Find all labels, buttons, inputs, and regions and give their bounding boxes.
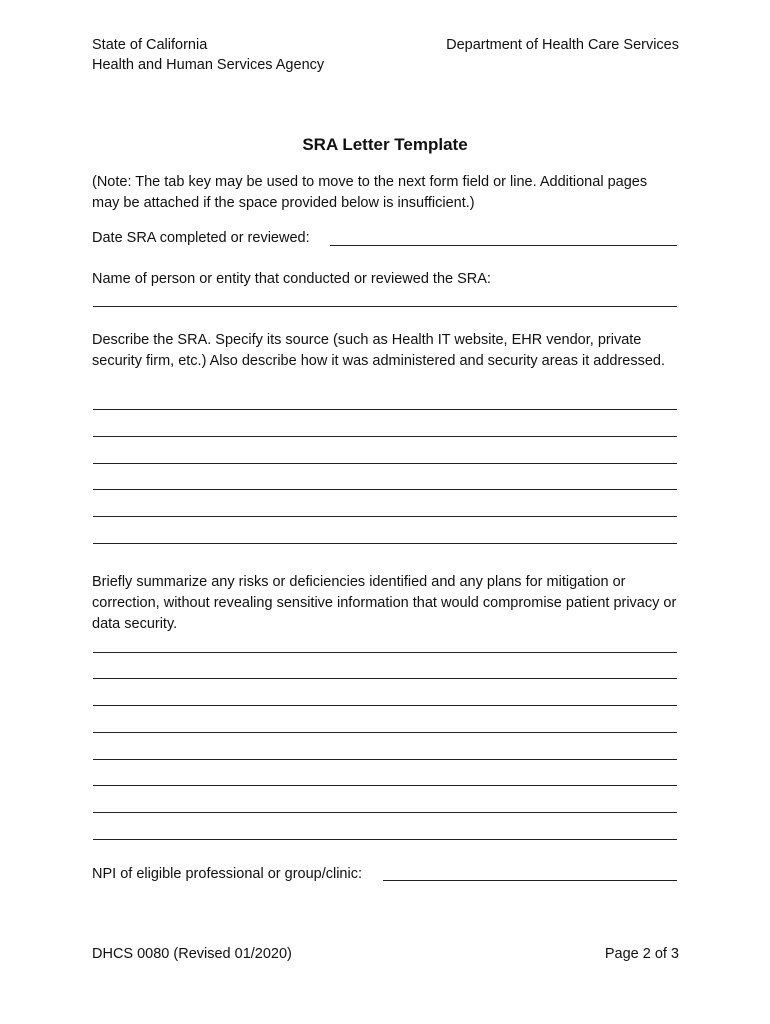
page-title: SRA Letter Template [302,135,468,154]
describe-line-1[interactable] [93,409,677,410]
summary-line-1[interactable] [93,652,677,653]
form-id: DHCS 0080 (Revised 01/2020) [92,946,292,962]
describe-line-3[interactable] [93,463,677,464]
describe-line-4[interactable] [93,489,677,490]
name-field-label: Name of person or entity that conducted or reviewed the SRA: [92,271,491,287]
summary-line-5[interactable] [93,759,677,760]
summary-line-6[interactable] [93,785,677,786]
summary-label: Briefly summarize any risks or deficiencies identified and any plans for mitigation or correction, without revealing sensitive information that would compromise patient privacy or data security. [92,574,677,632]
header-left-block [92,35,324,75]
department-name: Department of Health Care Services [446,37,679,53]
describe-line-2[interactable] [93,436,677,437]
summary-line-3[interactable] [93,705,677,706]
describe-line-6[interactable] [93,543,677,544]
instruction-note: (Note: The tab key may be used to move to the next form field or line. Additional pages may be attached if the space provided below is insufficient.) [92,174,648,211]
summary-line-7[interactable] [93,812,677,813]
summary-line-8[interactable] [93,839,677,840]
npi-field-label: NPI of eligible professional or group/clinic: [92,866,362,882]
agency-name: Health and Human Services Agency [92,57,325,73]
npi-field[interactable] [383,880,677,881]
describe-sra-label: Describe the SRA. Specify its source (such as Health IT website, EHR vendor, private security firm, etc.) Also describe how it was administered and security areas it addressed. [92,332,665,369]
name-field[interactable] [93,306,677,307]
summary-line-4[interactable] [93,732,677,733]
page-number: Page 2 of 3 [604,946,679,962]
describe-line-5[interactable] [93,516,677,517]
date-field-label: Date SRA completed or reviewed: [92,230,310,246]
state-name: State of California [92,37,208,53]
date-field[interactable] [330,245,677,246]
summary-line-2[interactable] [93,678,677,679]
